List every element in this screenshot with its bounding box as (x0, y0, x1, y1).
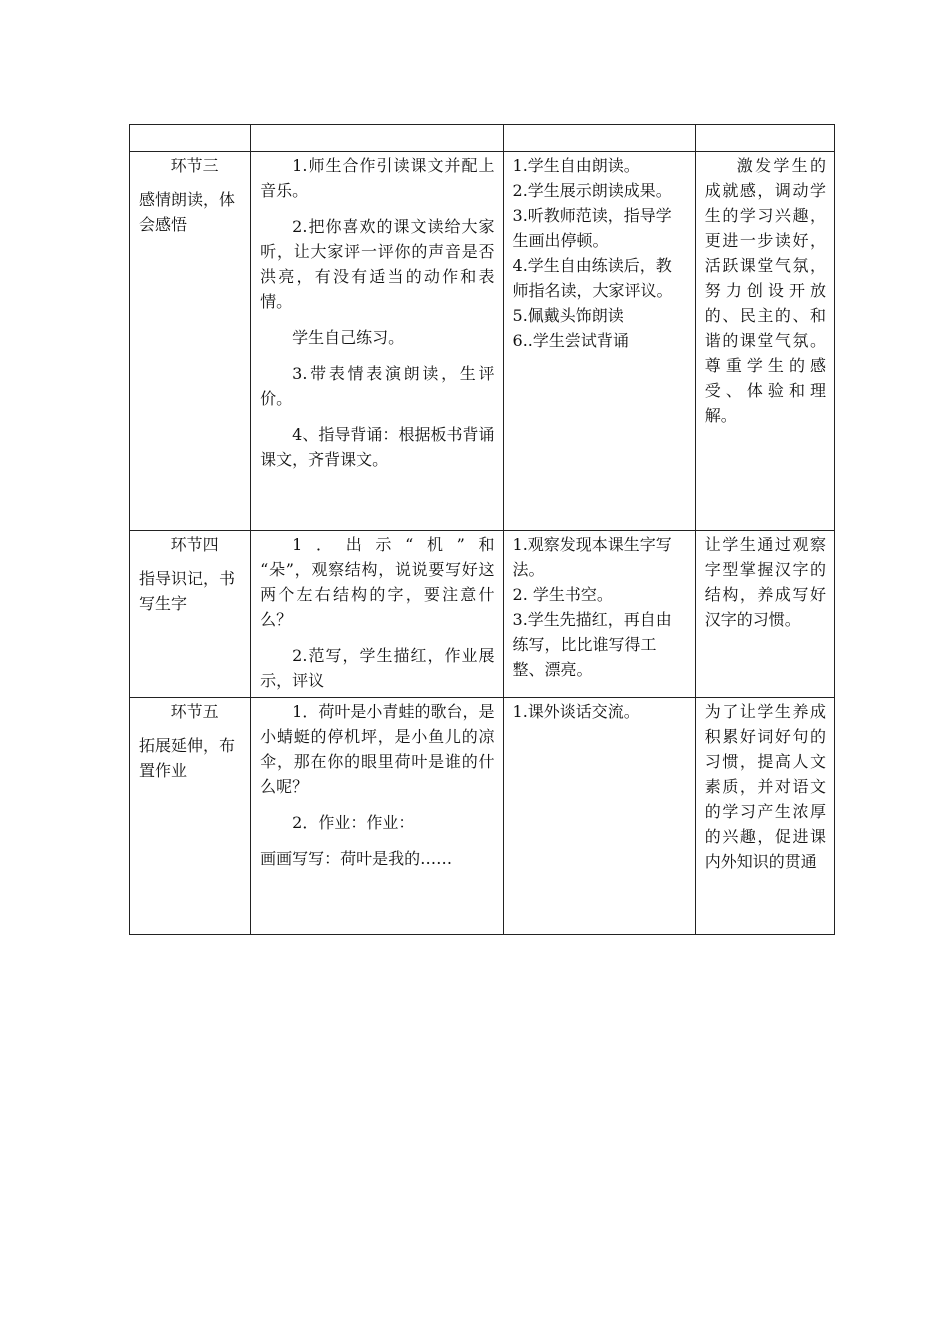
header-row (130, 125, 835, 152)
student-step: 3.听教师范读，指导学生画出停顿。 (512, 206, 672, 250)
student-step: 4.学生自由练读后，教师指名读，大家评议。 (512, 256, 673, 300)
student-step: 6..学生尝试背诵 (512, 331, 629, 350)
teacher-step: 1．荷叶是小青蛙的歌台，是小蜻蜓的停机坪，是小鱼儿的凉伞，那在你的眼里荷叶是谁的什么呢？ (260, 702, 495, 796)
lesson-plan-table (129, 124, 835, 935)
design-intent: 激发学生的成就感，调动学生的学习兴趣，更进一步读好，活跃课堂气氛，努力创设开放的、民主的、和谐的课堂气氛。尊重学生的感受、体验和理解。 (704, 156, 826, 425)
design-intent: 让学生通过观察字型掌握汉字的结构，养成写好汉字的习惯。 (704, 535, 826, 629)
teacher-step: 学生自己练习。 (292, 328, 405, 347)
teacher-step: 1．出示“机”和 (292, 535, 495, 554)
table-row (130, 152, 835, 531)
student-step: 1.课外谈话交流。 (512, 702, 640, 721)
header-cell (695, 125, 834, 152)
design-intent-cell (695, 698, 834, 935)
teacher-activity-cell (251, 698, 503, 935)
design-intent: 为了让学生养成积累好词好句的习惯，提高人文素质，并对语文的学习产生浓厚的兴趣，促进课内外知识的贯通 (704, 702, 826, 871)
stage-subtitle: 指导识记，书写生字 (139, 569, 236, 613)
student-activity-cell (503, 152, 695, 531)
teacher-step: 画画写写：荷叶是我的…… (260, 849, 453, 868)
teacher-activity-cell (251, 152, 503, 531)
stage-subtitle: 感情朗读，体会感悟 (139, 190, 236, 234)
teacher-step: “朵”，观察结构，说说要写好这两个左右结构的字，要注意什么？ (260, 560, 495, 629)
header-cell (503, 125, 695, 152)
student-step: 2. 学生书空。 (512, 585, 613, 604)
stage-subtitle: 拓展延伸，布置作业 (139, 736, 236, 780)
table-row (130, 698, 835, 935)
stage-cell (130, 152, 251, 531)
teacher-activity-cell (251, 531, 503, 698)
student-step: 5.佩戴头饰朗读 (512, 306, 624, 325)
teacher-step: 2．作业：作业： (292, 813, 415, 832)
stage-title: 环节三 (170, 156, 219, 175)
header-cell (251, 125, 503, 152)
header-cell (130, 125, 251, 152)
stage-title: 环节五 (170, 702, 219, 721)
table-row (130, 531, 835, 698)
teacher-step: 3.带表情表演朗读，生评价。 (260, 364, 495, 408)
teacher-step: 2.把你喜欢的课文读给大家听，让大家评一评你的声音是否洪亮，有没有适当的动作和表情。 (260, 217, 495, 311)
student-activity-cell (503, 698, 695, 935)
design-intent-cell (695, 531, 834, 698)
stage-cell (130, 698, 251, 935)
teacher-step: 4、指导背诵：根据板书背诵课文，齐背课文。 (260, 425, 495, 469)
teacher-step: 2.范写，学生描红，作业展示，评议 (260, 646, 495, 690)
stage-title: 环节四 (170, 535, 219, 554)
stage-cell (130, 531, 251, 698)
student-step: 2.学生展示朗读成果。 (512, 181, 672, 200)
design-intent-cell (695, 152, 834, 531)
teacher-step: 1.师生合作引读课文并配上音乐。 (260, 156, 495, 200)
student-step: 3.学生先描红，再自由练写，比比谁写得工整、漂亮。 (512, 610, 672, 679)
student-step: 1.学生自由朗读。 (512, 156, 640, 175)
student-step: 1.观察发现本课生字写法。 (512, 535, 672, 579)
student-activity-cell (503, 531, 695, 698)
